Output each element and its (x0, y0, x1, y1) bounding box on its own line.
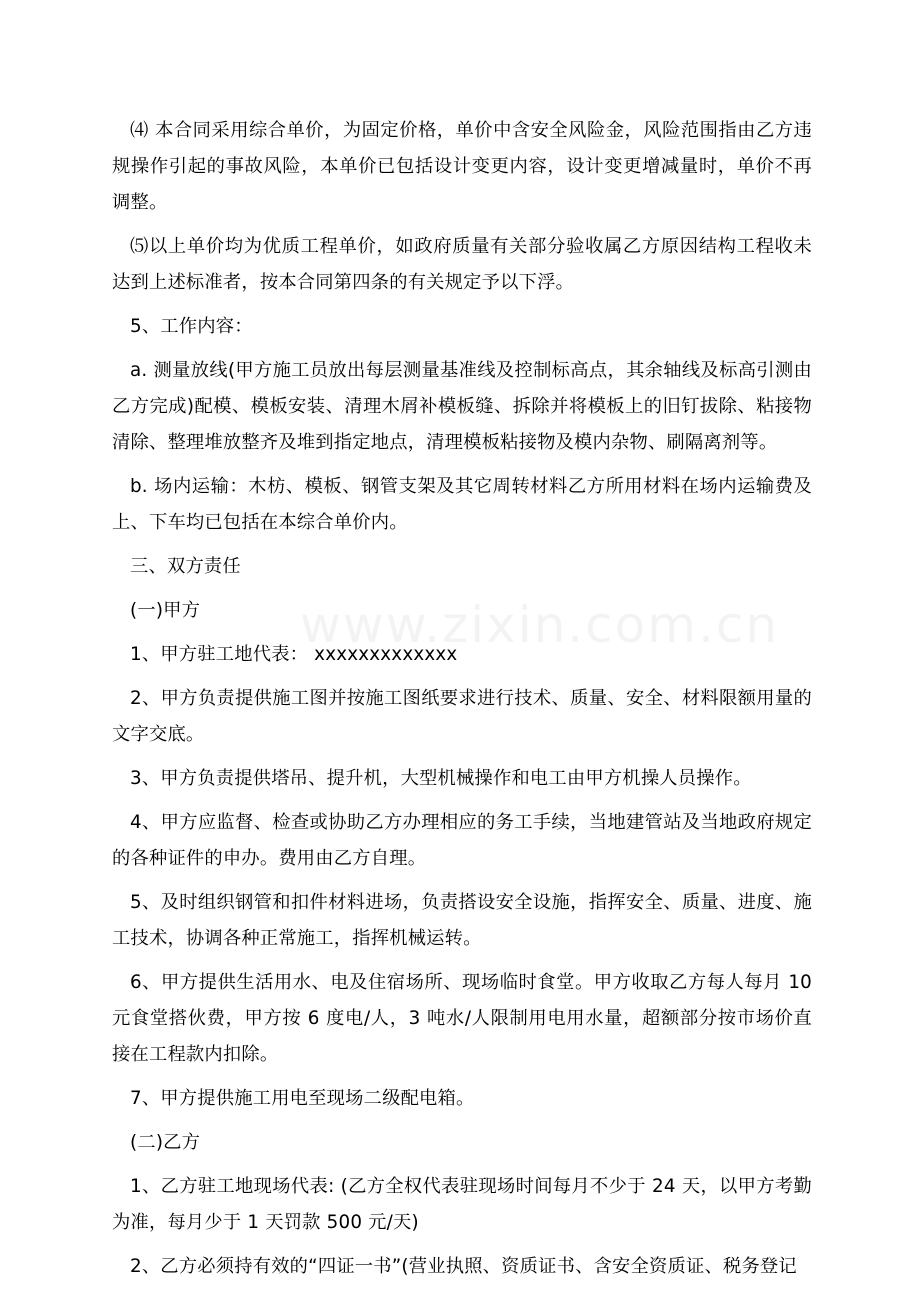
party-a-item-2: 2、甲方负责提供施工图并按施工图纸要求进行技术、质量、安全、材料限额用量的文字交底。 (112, 688, 812, 745)
paragraph-work-content-heading: 5、工作内容： (130, 316, 253, 337)
subsection-heading-party-b: (二)乙方 (130, 1132, 201, 1153)
party-a-item-7: 7、甲方提供施工用电至现场二级配电箱。 (130, 1088, 475, 1109)
document-body (112, 113, 812, 1293)
subsection-heading-party-a: (一)甲方 (130, 600, 201, 621)
party-a-item-6: 6、甲方提供生活用水、电及住宿场所、现场临时食堂。甲方收取乙方每人每月 10 元食堂搭伙费，甲方按 6 度电/人，3 吨水/人限制用电用水量，超额部分按市场价直接在工程款内扣除。 (112, 972, 812, 1065)
paragraph-work-content-a: a. 测量放线(甲方施工员放出每层测量基准线及控制标高点，其余轴线及标高引测由乙方完成)配模、模板安装、清理木屑补模板缝、拆除并将模板上的旧钉拔除、粘接物清除、整理堆放整齐及堆到指定地点，清理模板粘接物及模内杂物、刷隔离剂等。 (112, 360, 812, 453)
paragraph-quality-price: ⑸以上单价均为优质工程单价，如政府质量有关部分验收属乙方原因结构工程收未达到上述标准者，按本合同第四条的有关规定予以下浮。 (112, 236, 812, 293)
paragraph-unit-price-fixed: ⑷ 本合同采用综合单价，为固定价格，单价中含安全风险金，风险范围指由乙方违规操作引起的事故风险，本单价已包括设计变更内容，设计变更增减量时，单价不再调整。 (112, 120, 812, 213)
party-a-item-4: 4、甲方应监督、检查或协助乙方办理相应的务工手续，当地建管站及当地政府规定的各种证件的申办。费用由乙方自理。 (112, 812, 812, 869)
party-a-item-3: 3、甲方负责提供塔吊、提升机，大型机械操作和电工由甲方机操人员操作。 (130, 768, 752, 789)
party-b-item-1: 1、乙方驻工地现场代表: (乙方全权代表驻现场时间每月不少于 24 天，以甲方考勤为准，每月少于 1 天罚款 500 元/天) (112, 1176, 812, 1233)
party-a-item-1: 1、甲方驻工地代表： xxxxxxxxxxxxx (130, 644, 458, 665)
party-b-item-2: 2、乙方必须持有效的“四证一书”(营业执照、资质证书、含安全资质证、税务登记 (130, 1256, 797, 1277)
paragraph-work-content-b: b. 场内运输：木枋、模板、钢管支架及其它周转材料乙方所用材料在场内运输费及上、下车均已包括在本综合单价内。 (112, 476, 812, 533)
section-heading-responsibilities: 三、双方责任 (130, 556, 241, 577)
party-a-item-5: 5、及时组织钢管和扣件材料进场，负责搭设安全设施，指挥安全、质量、进度、施工技术，协调各种正常施工，指挥机械运转。 (112, 892, 812, 949)
